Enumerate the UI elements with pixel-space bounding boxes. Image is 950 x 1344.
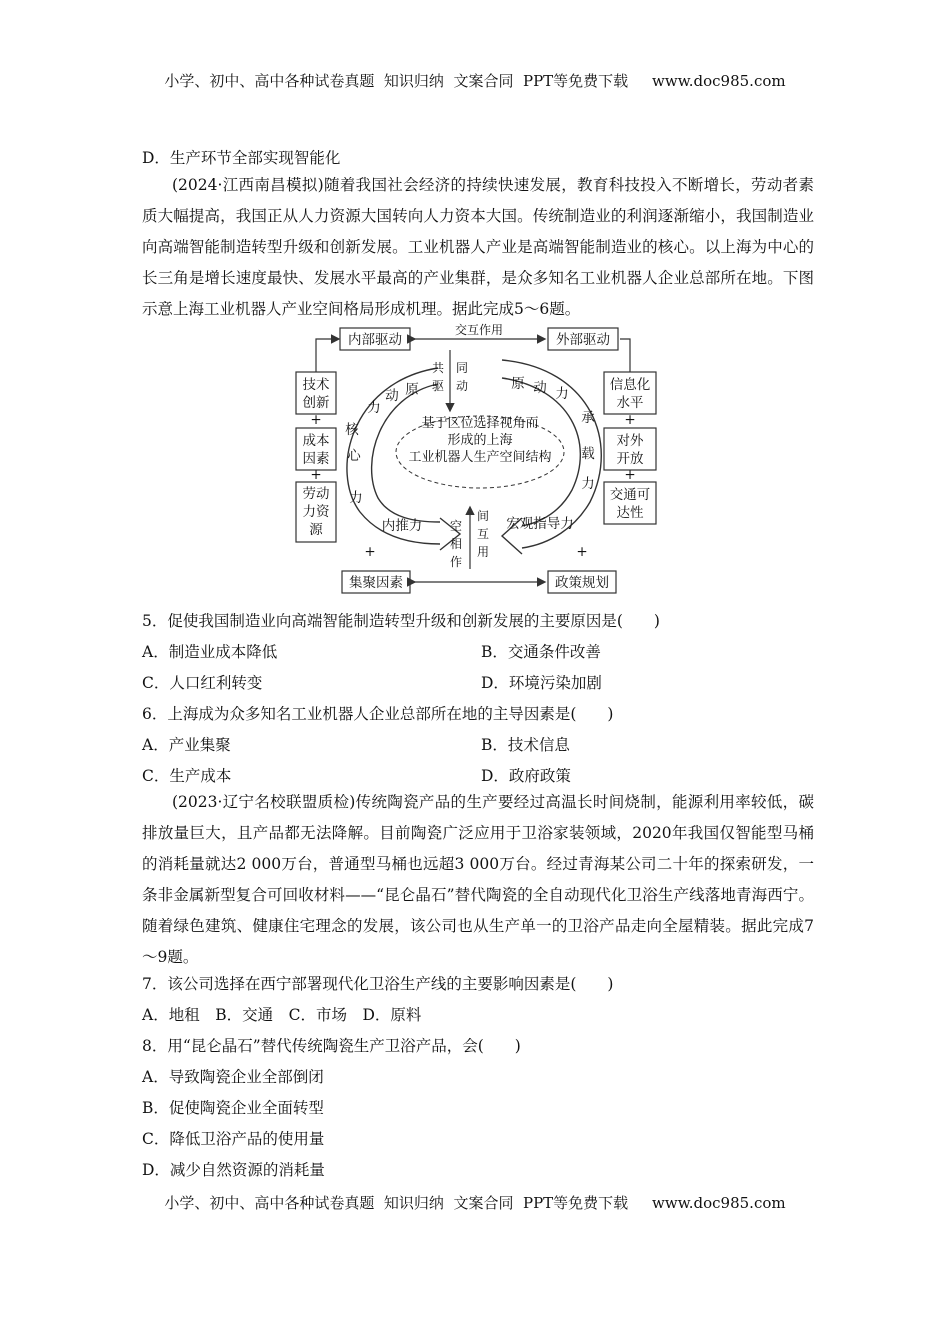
svg-text:动: 动 [455,379,469,393]
opening-box-line2: 开放 [616,451,644,467]
svg-text:载: 载 [581,446,595,462]
svg-text:驱: 驱 [431,379,445,393]
svg-text:核: 核 [345,422,359,438]
info-box-line1: 信息化 [609,377,651,393]
q5-option-d: D．环境污染加剧 [481,674,602,692]
svg-text:原: 原 [405,382,419,398]
labor-box-line3: 源 [309,522,323,538]
opening-box-line1: 对外 [616,433,644,449]
right-arc-label [511,376,595,492]
svg-text:同: 同 [455,361,469,375]
q8-option-b: B．促使陶瓷企业全面转型 [142,1099,324,1117]
outer-drive-label: 外部驱动 [556,332,610,348]
labor-box-line2: 力资 [302,504,330,520]
labor-box-line1: 劳动 [302,486,330,502]
tech-box-line1: 技术 [302,377,330,393]
info-box-line2: 水平 [616,395,644,411]
q6-option-b: B．技术信息 [481,736,570,754]
plus-2: + [310,467,322,483]
inner-push-label: 内推力 [381,518,423,534]
svg-text:动: 动 [533,380,547,396]
q7-options: A．地租 B．交通 C．市场 D．原料 [142,1006,422,1024]
plus-4: + [624,467,636,483]
agglomeration-label: 集聚因素 [349,575,403,591]
transport-box-line1: 交通可 [609,487,651,503]
svg-text:空: 空 [449,519,463,533]
svg-text:动: 动 [385,388,399,404]
q5-option-c: C．人口红利转变 [142,674,263,692]
q6-option-d: D．政府政策 [481,767,571,785]
tech-box-line2: 创新 [302,395,330,411]
svg-text:力: 力 [581,476,595,492]
passage-2: (2023·辽宁名校联盟质检)传统陶瓷产品的生产要经过高温长时间烧制，能源利用率较低，碳排放量巨大，且产品都无法降解。目前陶瓷广泛应用于卫浴家装领域，2020年我国仅智能型马桶的消耗量就达2 000万台，普通型马桶也远超3 000万台。经过青海某公司二十年的探索研发，一条非金属新型复合可回收材料——“昆仑晶石”替代陶瓷的全自动现代化卫浴生产线落地青海西宁。随着绿色建筑、健康住宅理念的发展，该公司也从生产单一的卫浴产品走向全屋精装。据此完成7～9题。 [142,793,814,966]
plus-1: + [310,412,322,428]
svg-text:互: 互 [476,527,490,541]
inner-drive-label: 内部驱动 [348,332,402,348]
plus-3: + [624,412,636,428]
center-line3: 工业机器人生产空间结构 [408,450,552,465]
macro-guide-label: 宏观指导力 [506,516,574,532]
q8-option-c: C．降低卫浴产品的使用量 [142,1130,325,1148]
svg-text:承: 承 [581,410,595,426]
q7-stem: 7．该公司选择在西宁部署现代化卫浴生产线的主要影响因素是( ) [142,975,614,993]
previous-option-d: D．生产环节全部实现智能化 [142,149,341,167]
page-footer: 小学、初中、高中各种试卷真题 知识归纳 文案合同 PPT等免费下载 www.doc985.com [164,1194,786,1212]
page-header: 小学、初中、高中各种试卷真题 知识归纳 文案合同 PPT等免费下载 www.doc985.com [164,72,786,90]
svg-text:共: 共 [431,361,445,375]
svg-text:力: 力 [367,400,381,416]
plus-5: + [364,544,376,560]
left-arc-label [345,382,419,506]
policy-label: 政策规划 [555,575,609,591]
q5-option-b: B．交通条件改善 [481,643,601,661]
q6-option-c: C．生产成本 [142,767,232,785]
passage-1: (2024·江西南昌模拟)随着我国社会经济的持续快速发展，教育科技投入不断增长，劳动者素质大幅提高，我国正从人力资源大国转向人力资本大国。传统制造业的利润逐渐缩小，我国制造业向高端智能制造转型升级和创新发展。工业机器人产业是高端智能制造业的核心。以上海为中心的长三角是增长速度最快、发展水平最高的产业集群，是众多知名工业机器人企业总部所在地。下图示意上海工业机器人产业空间格局形成机理。据此完成5～6题。 [142,176,814,318]
transport-box-line2: 达性 [616,505,644,521]
q8-option-a: A．导致陶瓷企业全部倒闭 [142,1068,324,1086]
svg-text:力: 力 [555,386,569,402]
q5-stem: 5．促使我国制造业向高端智能制造转型升级和创新发展的主要原因是( ) [142,612,660,630]
svg-text:心: 心 [347,448,361,464]
cost-box-line1: 成本 [302,433,330,449]
cost-box-line2: 因素 [302,451,330,467]
center-line1: 基于区位选择视角而 [421,416,539,431]
svg-text:原: 原 [511,376,525,392]
svg-text:相: 相 [449,537,463,551]
q8-stem: 8．用“昆仑晶石”替代传统陶瓷生产卫浴产品，会( ) [142,1037,521,1055]
svg-text:力: 力 [349,490,363,506]
q6-option-a: A．产业集聚 [142,736,231,754]
plus-6: + [576,544,588,560]
svg-text:间: 间 [476,509,490,523]
q5-option-a: A．制造业成本降低 [142,643,278,661]
center-line2: 形成的上海 [447,433,513,448]
q8-option-d: D．减少自然资源的消耗量 [142,1161,325,1179]
svg-text:用: 用 [476,545,490,559]
interaction-label: 交互作用 [454,323,504,337]
q6-stem: 6．上海成为众多知名工业机器人企业总部所在地的主导因素是( ) [142,705,614,723]
svg-text:作: 作 [449,555,463,569]
industry-mechanism-diagram [290,322,670,598]
